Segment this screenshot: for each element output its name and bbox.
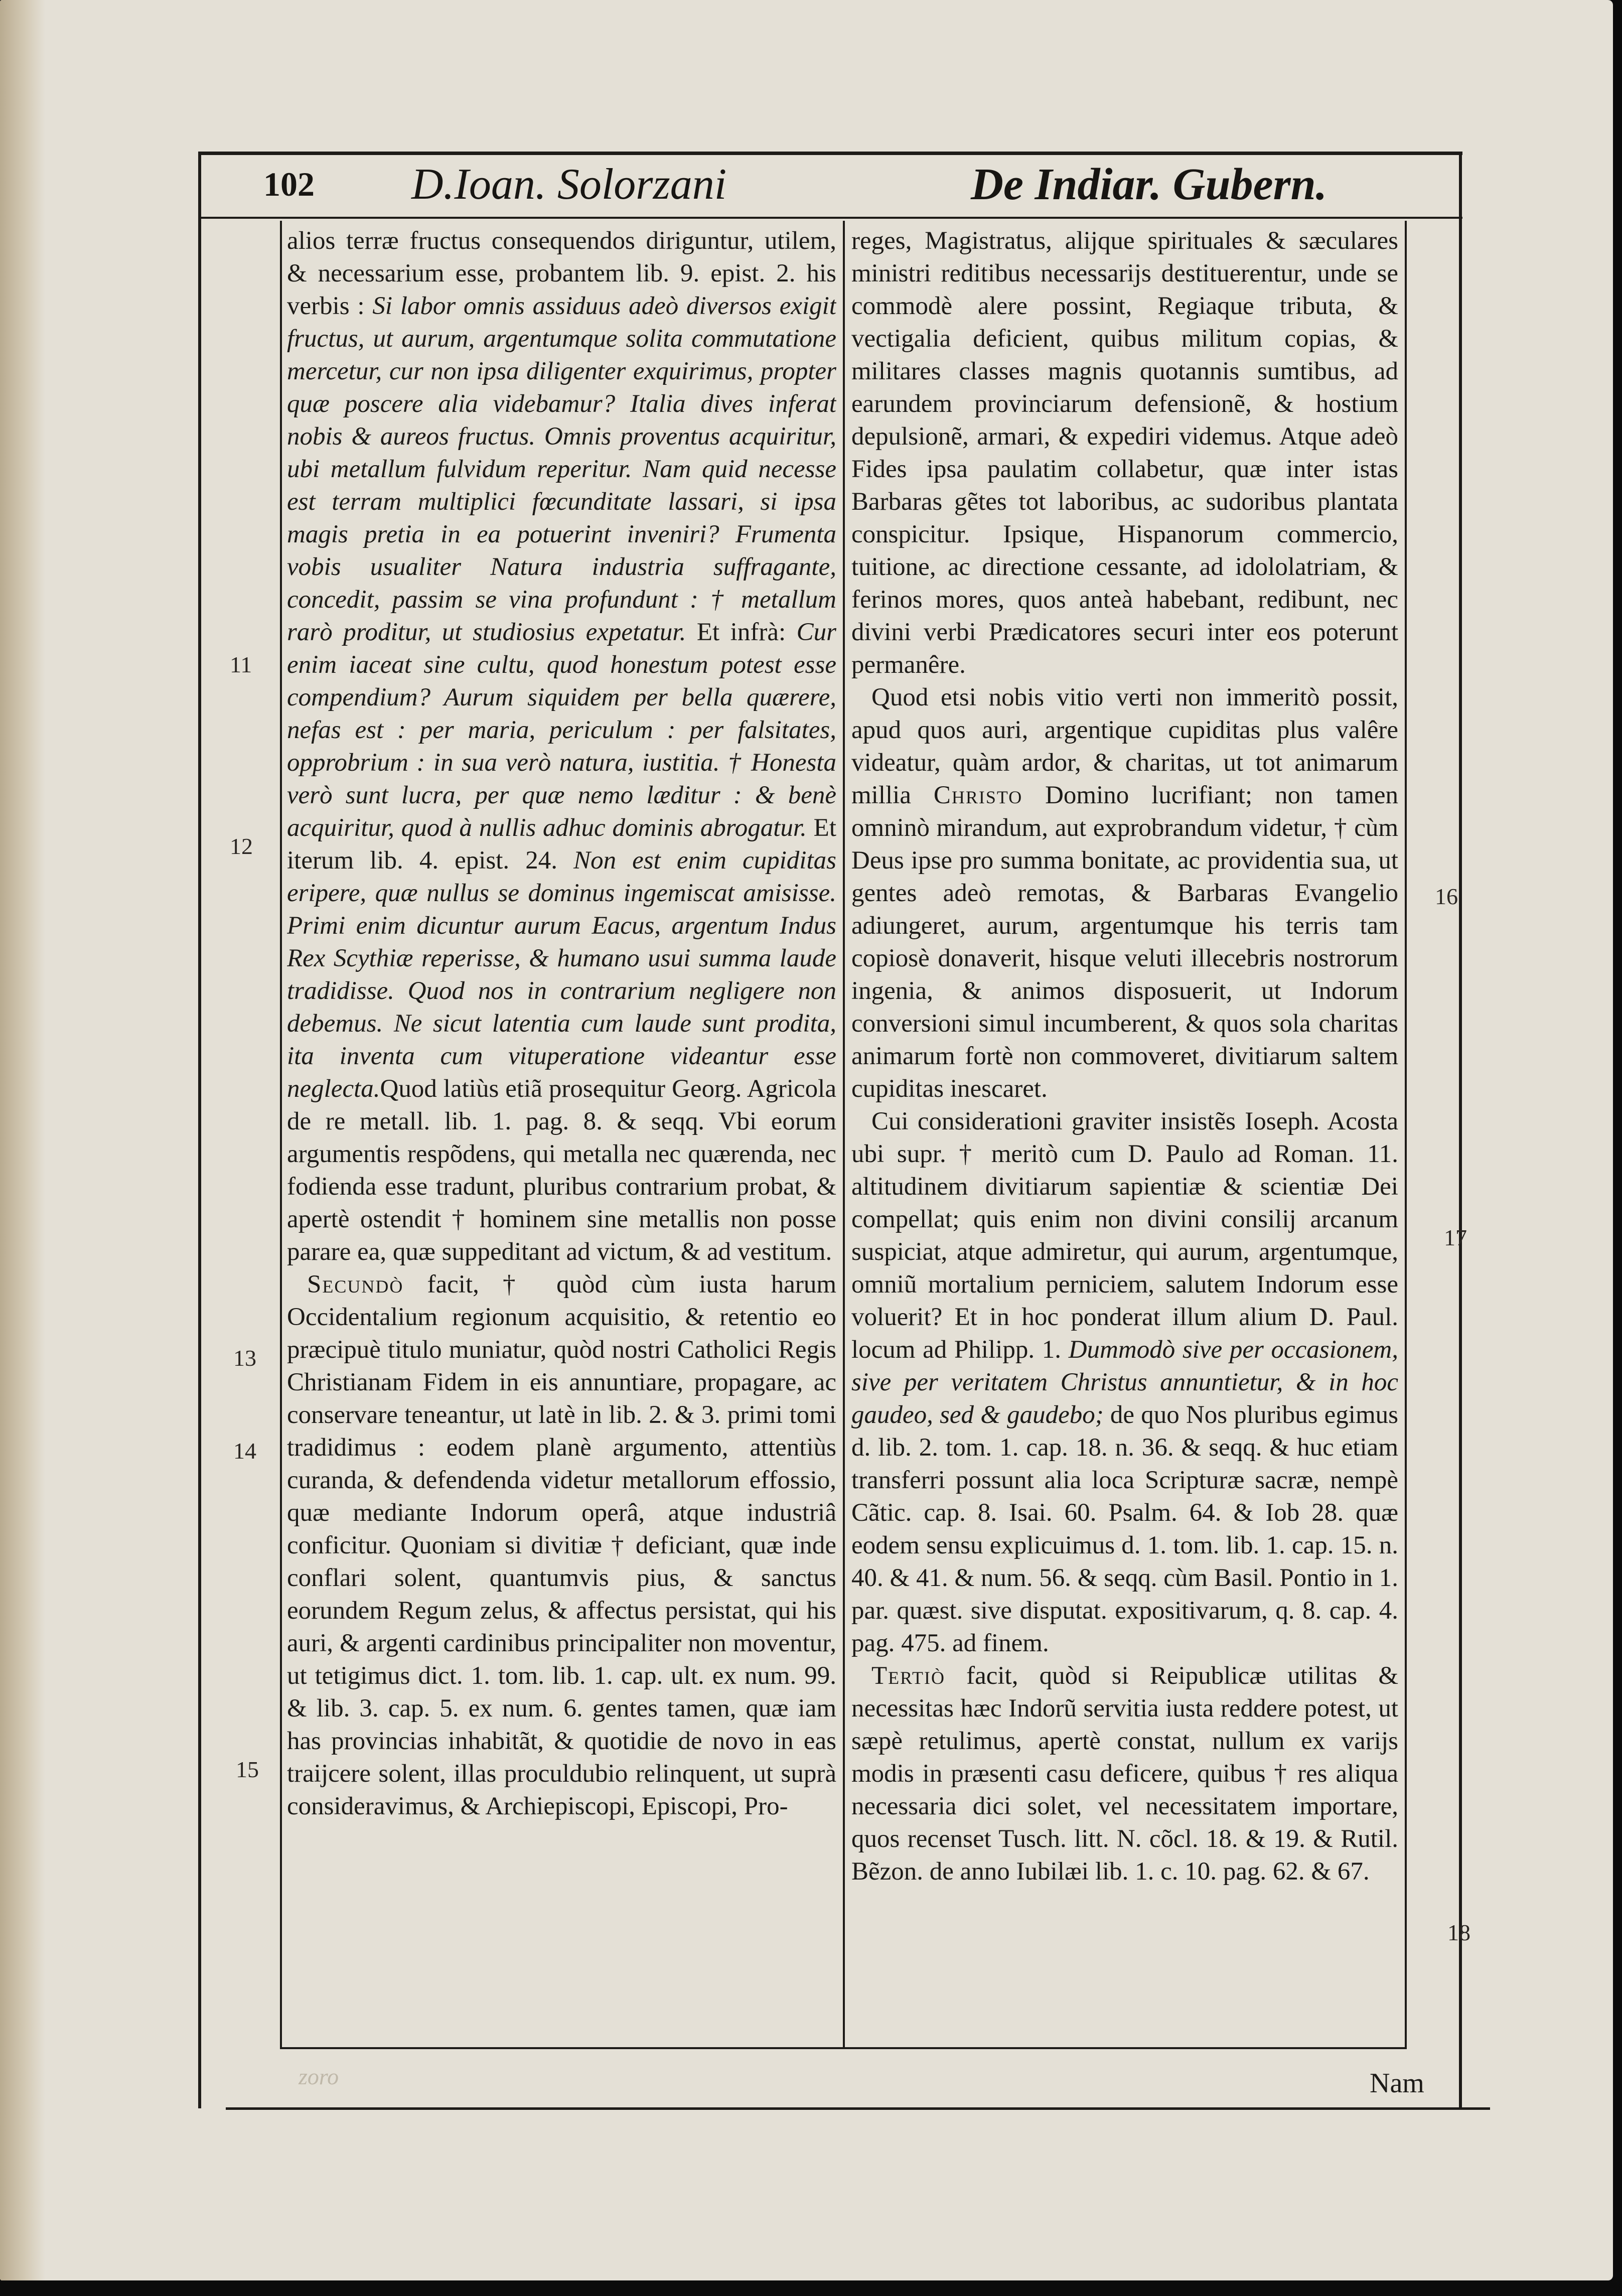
header-rule — [198, 217, 1462, 219]
christo-smallcaps: Christo — [933, 781, 1023, 809]
margin-number-12: 12 — [230, 833, 253, 859]
text-run: facit, quòd si Reipublicæ utilitas & necessitas hæc Indorũ servitia iusta reddere potest, ut sæpè retulimus, apertè constat, nullum ex varijs modis in præsenti casu deficere, quibus † res aliqua necessaria dici solet, vel necessitatem importare, quos recenset Tusch. litt. N. cõcl. 18. & 19. & Rutil. Bẽzon. de anno Iubilæi lib. 1. c. 10. pag. 62. & 67. — [851, 1662, 1398, 1886]
quotation-italic: Non est enim cupiditas eripere, quæ nullus se dominus ingemiscat amisisse. Primi enim dicuntur aurum Eacus, argentum Indus Rex Scythiæ reperisse, & humano usui summa laude tradidisse. Quod nos in contrarium negligere non debemus. Ne sicut latentia cum laude sunt prodita, ita inventa cum vituperatione videantur esse neglecta. — [287, 846, 836, 1103]
right-column — [851, 225, 1398, 2046]
right-paragraph-1 — [851, 225, 1398, 681]
running-title: De Indiar. Gubern. — [971, 160, 1328, 209]
left-paragraph-1 — [287, 225, 836, 1268]
quotation-italic: Si labor omnis assiduus adeò diversos exigit fructus, ut aurum, argentumque solita commutatione mercetur, cur non ipsa diligenter exquirimus, propter quæ poscere alia videbamur? Italia dives inferat nobis & aureos fructus. Omnis proventus acquiritur, ubi metallum fulvidum reperitur. Nam quid necesse est terram multiplici fœcunditate lassari, si ipsa magis pretia in ea potuerint inveniri? Frumenta vobis usualiter Natura industria suffragante, concedit, passim se vina profundunt : † metallum rarò proditur, ut studiosius expetatur. — [287, 292, 836, 646]
right-paragraph-3 — [851, 1105, 1398, 1660]
text-run: Cui considerationi graviter insistẽs Ioseph. Acosta ubi supr. † meritò cum D. Paulo ad Roman. 11. altitudinem divitiarum sapientiæ & scientiæ Dei compellat; quis enim non divini consilij arcanum suspiciat, atque admiretur, qui aurum, argentumque, omniũ mortalium perniciem, salutem Indorum esse voluerit? Et in hoc ponderat illum alium D. Paul. locum ad Philipp. 1. — [851, 1107, 1398, 1364]
margin-number-13: 13 — [233, 1345, 256, 1371]
margin-number-18: 18 — [1447, 1920, 1470, 1945]
page-edge-shading — [0, 0, 45, 2280]
text-run: facit, † quòd cùm iusta harum Occidentalium regionum acquisitio, & retentio eo præcipuè titulo muniatur, quòd nostri Catholici Regis Christianam Fidem in eis annuntiare, propagare, ac conservare teneantur, ut latè in lib. 2. & 3. primi tomi tradidimus : eodem planè argumento, attentiùs curanda, & defendenda videtur metallorum effossio, quæ mediante Indorum operâ, atque industriâ conficitur. Quoniam si divitiæ † deficiant, quæ inde conflari solent, quantumvis pius, & sanctus eorundem Regum zelus, & affectus persistat, qui his auri, & argenti cardinibus principaliter non moventur, ut tetigimus dict. 1. tom. lib. 1. cap. ult. ex num. 99. & lib. 3. cap. 5. ex num. 6. gentes tamen, quæ iam has provincias inhabitãt, & quotidie de novo in eas traijcere solent, illas proculdubio relinquent, ut suprà consideravimus, & Archiepiscopi, Episcopi, Pro- — [287, 1270, 836, 1820]
text-run: alios terræ fructus consequendos diriguntur, utilem, & necessarium esse, probantem lib. 9. epist. 2. his verbis : — [287, 227, 836, 320]
text-run: Et iterum lib. 4. epist. 24. — [287, 814, 836, 875]
text-right-rule — [1405, 221, 1407, 2047]
frame-bottom-rule — [226, 2107, 1490, 2110]
text-run: reges, Magistratus, alijque spirituales & sæculares ministri reditibus necessarijs destituerentur, unde se commodè alere possint, Regiaque tributa, & vectigalia deficient, quibus militum copias, & militares classes magnis quotannis sumtibus, ad earundem provinciarum defensionẽ, & hostium depulsionẽ, armari, & expediri videmus. Atque adeò Fides ipsa paulatim collabetur, quæ inter istas Barbaras gẽtes tot laboribus, ac sudoribus plantata conspicitur. Ipsique, Hispanorum commercio, tuitione, ac directione cessante, ad idololatriam, & ferinos mores, quos anteà habebant, redibunt, nec divini verbi Prædicatores securi inter eos poterunt permanêre. — [851, 227, 1398, 679]
quotation-italic: Dummodò sive per occasionem, sive per veritatem Christus annuntietur, & in hoc gaudeo, sed & gaudebo; — [851, 1336, 1398, 1429]
text-run: Domino lucrifiant; non tamen omninò mirandum, aut exprobrandum videtur, † cùm Deus ipse pro summa bonitate, ac providentia sua, ut gentes adeò remotas, & Barbaras Evangelio adiungeret, aurum, argentumque his terris tam copiosè donaverit, hisque veluti illecebris nostrorum ingenia, & animos disposuerit, ut Indorum conversioni simul incumberent, & quos sola charitas animarum fortè non commoveret, divitiarum saltem cupiditas inescaret. — [851, 781, 1398, 1103]
margin-number-17: 17 — [1444, 1225, 1467, 1250]
text-run: Et infrà: — [686, 618, 797, 646]
frame-left-rule — [198, 152, 201, 2108]
left-paragraph-2 — [287, 1268, 836, 1823]
margin-number-16: 16 — [1435, 884, 1458, 909]
column-divider — [843, 221, 845, 2047]
text-run: Quod latiùs etiã prosequitur Georg. Agricola de re metall. lib. 1. pag. 8. & seqq. Vbi eorum argumentis respõdens, qui metalla nec quærenda, nec fodienda esse tradunt, pluribus contrarium probat, & apertè ostendit † hominem sine metallis non posse parare ea, quæ suppeditant ad victum, & ad vestitum. — [287, 1075, 836, 1266]
lead-word: Tertiò — [871, 1662, 945, 1690]
text-base-rule — [280, 2047, 1407, 2049]
margin-number-11: 11 — [230, 652, 252, 677]
margin-number-15: 15 — [236, 1757, 259, 1782]
text-left-rule — [280, 221, 282, 2047]
quotation-italic: Cur enim iaceat sine cultu, quod honestum potest esse compendium? Aurum siquidem per bella quærere, nefas est : per maria, periculum : per falsitates, opprobrium : in sua verò natura, iustitia. † Honesta verò sunt lucra, per quæ nemo læditur : & benè acquiritur, quod à nullis adhuc dominis abrogatur. — [287, 618, 836, 842]
right-paragraph-4 — [851, 1660, 1398, 1888]
left-column — [287, 225, 836, 2046]
running-author: D.Ioan. Solorzani — [411, 160, 727, 209]
text-run: de quo Nos pluribus egimus d. lib. 2. tom. 1. cap. 18. n. 36. & seqq. & huc etiam transferri possunt alia loca Scripturæ sacræ, nempè Cãtic. cap. 8. Isai. 60. Psalm. 64. & Iob 28. quæ eodem sensu explicuimus d. 1. tom. lib. 1. cap. 15. n. 40. & 41. & num. 56. & seqq. cùm Basil. Pontio in 1. par. quæst. sive disputat. expositivarum, q. 8. cap. 4. pag. 475. ad finem. — [851, 1401, 1398, 1657]
lead-word: Secundò — [307, 1270, 404, 1299]
margin-number-14: 14 — [233, 1438, 256, 1464]
page-number: 102 — [263, 165, 315, 203]
bleed-through-text: zoro — [299, 2064, 339, 2089]
text-run: Quod etsi nobis vitio verti non immeritò possit, apud quos auri, argentique cupiditas plus valêre videatur, quàm ardor, & charitas, ut tot animarum millia — [851, 683, 1398, 809]
catchword: Nam — [1370, 2068, 1424, 2099]
frame-right-rule — [1459, 152, 1462, 2108]
right-paragraph-2 — [851, 681, 1398, 1105]
